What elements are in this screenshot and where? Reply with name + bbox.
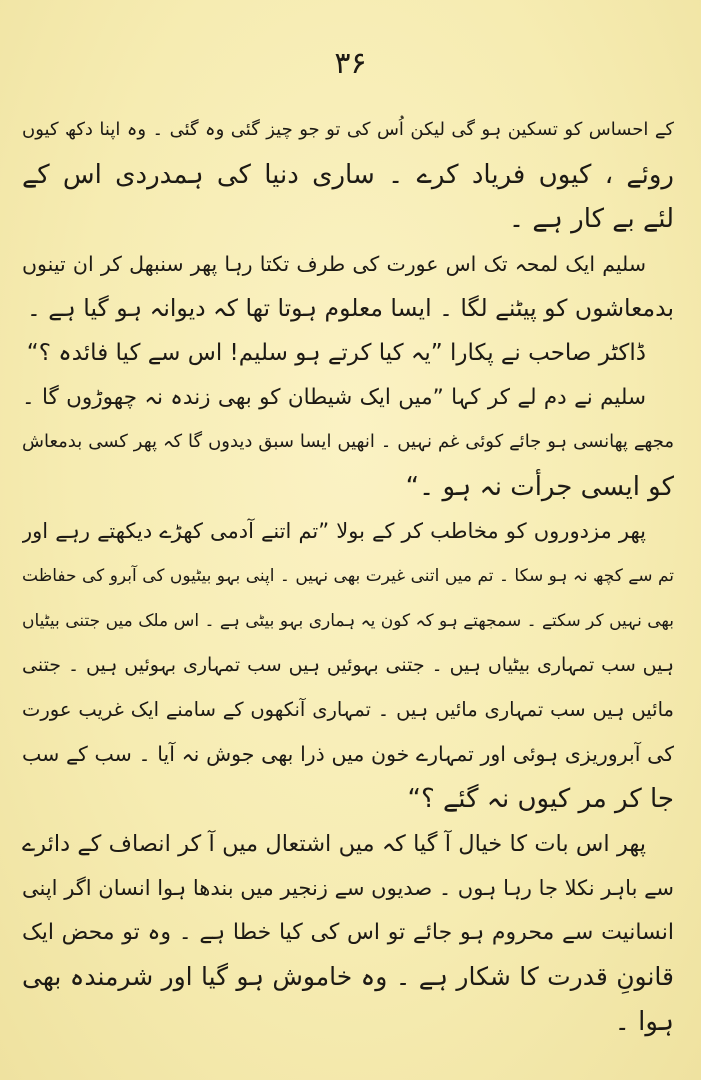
- text-line: کو ایسی جرأت نہ ہو ۔“: [405, 471, 674, 502]
- text-line: کی آبروریزی ہوئی اور تمہارے خون میں ذرا بھی جوش نہ آیا ۔ سب کے سب: [22, 742, 674, 767]
- text-line: روئے ، کیوں فریاد کرے ۔ ساری دنیا کی ہمدردی اس کے: [22, 159, 674, 190]
- text-line: بھی نہیں کر سکتے ۔ سمجھتے ہو کہ کون یہ ہماری بہو بیٹی ہے ۔ اس ملک میں جتنی بیٹیاں: [22, 610, 674, 631]
- text-line: قانونِ قدرت کا شکار ہے ۔ وہ خاموش ہو گیا اور شرمندہ بھی: [22, 962, 674, 992]
- text-line: سے باہر نکلا جا رہا ہوں ۔ صدیوں سے زنجیر میں بندھا ہوا انسان اگر اپنی: [22, 876, 674, 901]
- text-line: ہوا ۔: [614, 1006, 674, 1037]
- page-number: ۳۶: [334, 46, 367, 81]
- text-line: سلیم نے دم لے کر کہا ”میں ایک شیطان کو بھی زندہ نہ چھوڑوں گا ۔: [22, 384, 646, 410]
- text-line: مائیں ہیں سب تمہاری مائیں ہیں ۔ تمہاری آنکھوں کے سامنے ایک غریب عورت: [22, 697, 674, 721]
- text-line: سلیم ایک لمحہ تک اس عورت کی طرف تکتا رہا پھر سنبھل کر ان تینوں: [22, 251, 646, 276]
- text-line: لئے بے کار ہے ۔: [508, 204, 674, 235]
- text-line: انسانیت سے محروم ہو جائے تو اس کی کیا خطا ہے ۔ وہ تو محض ایک: [22, 919, 674, 945]
- text-line: مجھے پھانسی ہو جائے کوئی غم نہیں ۔ انھیں ایسا سبق دیدوں گا کہ پھر کسی بدمعاش: [22, 431, 674, 453]
- text-line: پھر اس بات کا خیال آ گیا کہ میں اشتعال میں آ کر انصاف کے دائرے: [22, 830, 646, 857]
- text-line: جا کر مر کیوں نہ گئے ؟“: [407, 783, 674, 814]
- body-text: [22, 108, 674, 1044]
- text-line: ہیں سب تمہاری بیٹیاں ہیں ۔ جتنی بہوئیں ہیں سب تمہاری بہوئیں ہیں ۔ جتنی: [22, 654, 674, 677]
- text-line: تم سے کچھ نہ ہو سکا ۔ تم میں اتنی غیرت بھی نہیں ۔ اپنی بہو بیٹیوں کی آبرو کی حفاظت: [22, 565, 674, 586]
- text-line: ڈاکٹر صاحب نے پکارا ”یہ کیا کرتے ہو سلیم! اس سے کیا فائدہ ؟“: [26, 339, 646, 366]
- text-line: پھر مزدوروں کو مخاطب کر کے بولا ”تم اتنے آدمی کھڑے دیکھتے رہے اور: [22, 519, 646, 544]
- text-line: بدمعاشوں کو پیٹنے لگا ۔ ایسا معلوم ہوتا تھا کہ دیوانہ ہو گیا ہے ۔: [27, 294, 674, 323]
- text-line: کے احساس کو تسکین ہو گی لیکن اُس کی تو جو چیز گئی وہ گئی ۔ وہ اپنا دکھ کیوں: [22, 119, 674, 140]
